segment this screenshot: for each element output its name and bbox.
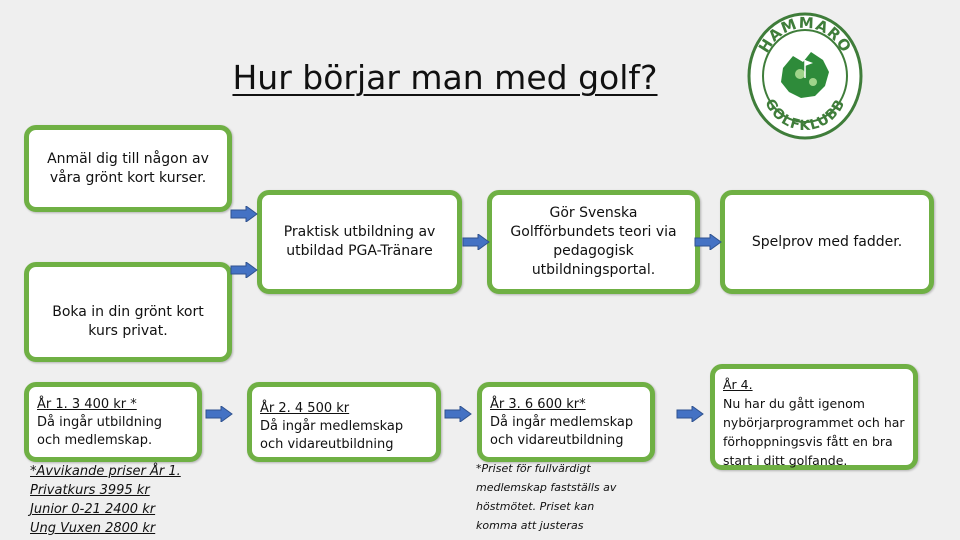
note-priset-line: medlemskap fastställs av (476, 481, 617, 494)
step-boka-text: Boka in din grönt kort kurs privat. (52, 304, 204, 339)
price-ar1-box (24, 382, 202, 462)
note-priset-line: komma att justeras (476, 519, 584, 532)
step-spelprov-box (720, 190, 934, 294)
note-avvikande (30, 462, 181, 538)
price-ar1-body: Då ingår utbildning och medlemskap. (37, 415, 163, 448)
step-teori-text: Gör Svenska Golfförbundets teori via pedagogisk utbildningsportal. (510, 205, 677, 278)
note-priset-line: höstmötet. Priset kan (476, 500, 595, 513)
note-priset-line: *Priset för fullvärdigt (476, 462, 591, 475)
note-priset (476, 459, 616, 535)
price-ar2-head: År 2. 4 500 kr (260, 401, 350, 416)
logo-top-text: HAMMARÖ (754, 13, 856, 56)
price-ar2-box (247, 382, 441, 462)
price-ar3-head: År 3. 6 600 kr* (490, 397, 586, 412)
logo-bottom-text: GOLFKLUBB (761, 96, 849, 135)
price-ar1-head: År 1. 3 400 kr * (37, 397, 137, 412)
step-anmal-box (24, 125, 232, 212)
step-boka-box (24, 262, 232, 362)
step-praktisk-box (257, 190, 462, 294)
step-teori-box (487, 190, 700, 294)
step-anmal-text: Anmäl dig till någon av våra grönt kort kurser. (47, 150, 209, 186)
club-logo (745, 12, 865, 140)
arrow-right-icon (462, 234, 490, 250)
note-avvikande-line: Junior 0-21 2400 kr (30, 502, 156, 517)
arrow-right-icon (676, 406, 704, 422)
arrow-right-icon (444, 406, 472, 422)
arrow-right-icon (230, 206, 258, 222)
price-ar3-body: Då ingår medlemskap och vidareutbildning (490, 415, 634, 448)
arrow-right-icon (230, 262, 258, 278)
price-ar4-box (710, 364, 918, 470)
arrow-right-icon (694, 234, 722, 250)
price-ar3-box (477, 382, 655, 462)
step-praktisk-text: Praktisk utbildning av utbildad PGA-Tränare (283, 224, 436, 259)
arrow-right-icon (205, 406, 233, 422)
price-ar4-head: År 4. (723, 377, 753, 392)
page-title: Hur börjar man med golf? (232, 58, 658, 97)
price-ar2-body: Då ingår medlemskap och vidareutbildning (260, 419, 404, 452)
note-avvikande-line: *Avvikande priser År 1. (30, 464, 181, 479)
price-ar4-body: Nu har du gått igenom nybörjarprogrammet och har förhoppningsvis fått en bra start i ditt golfande. (723, 396, 905, 468)
note-avvikande-line: Ung Vuxen 2800 kr (30, 521, 156, 536)
step-spelprov-text: Spelprov med fadder. (751, 233, 903, 250)
note-avvikande-line: Privatkurs 3995 kr (30, 483, 150, 498)
